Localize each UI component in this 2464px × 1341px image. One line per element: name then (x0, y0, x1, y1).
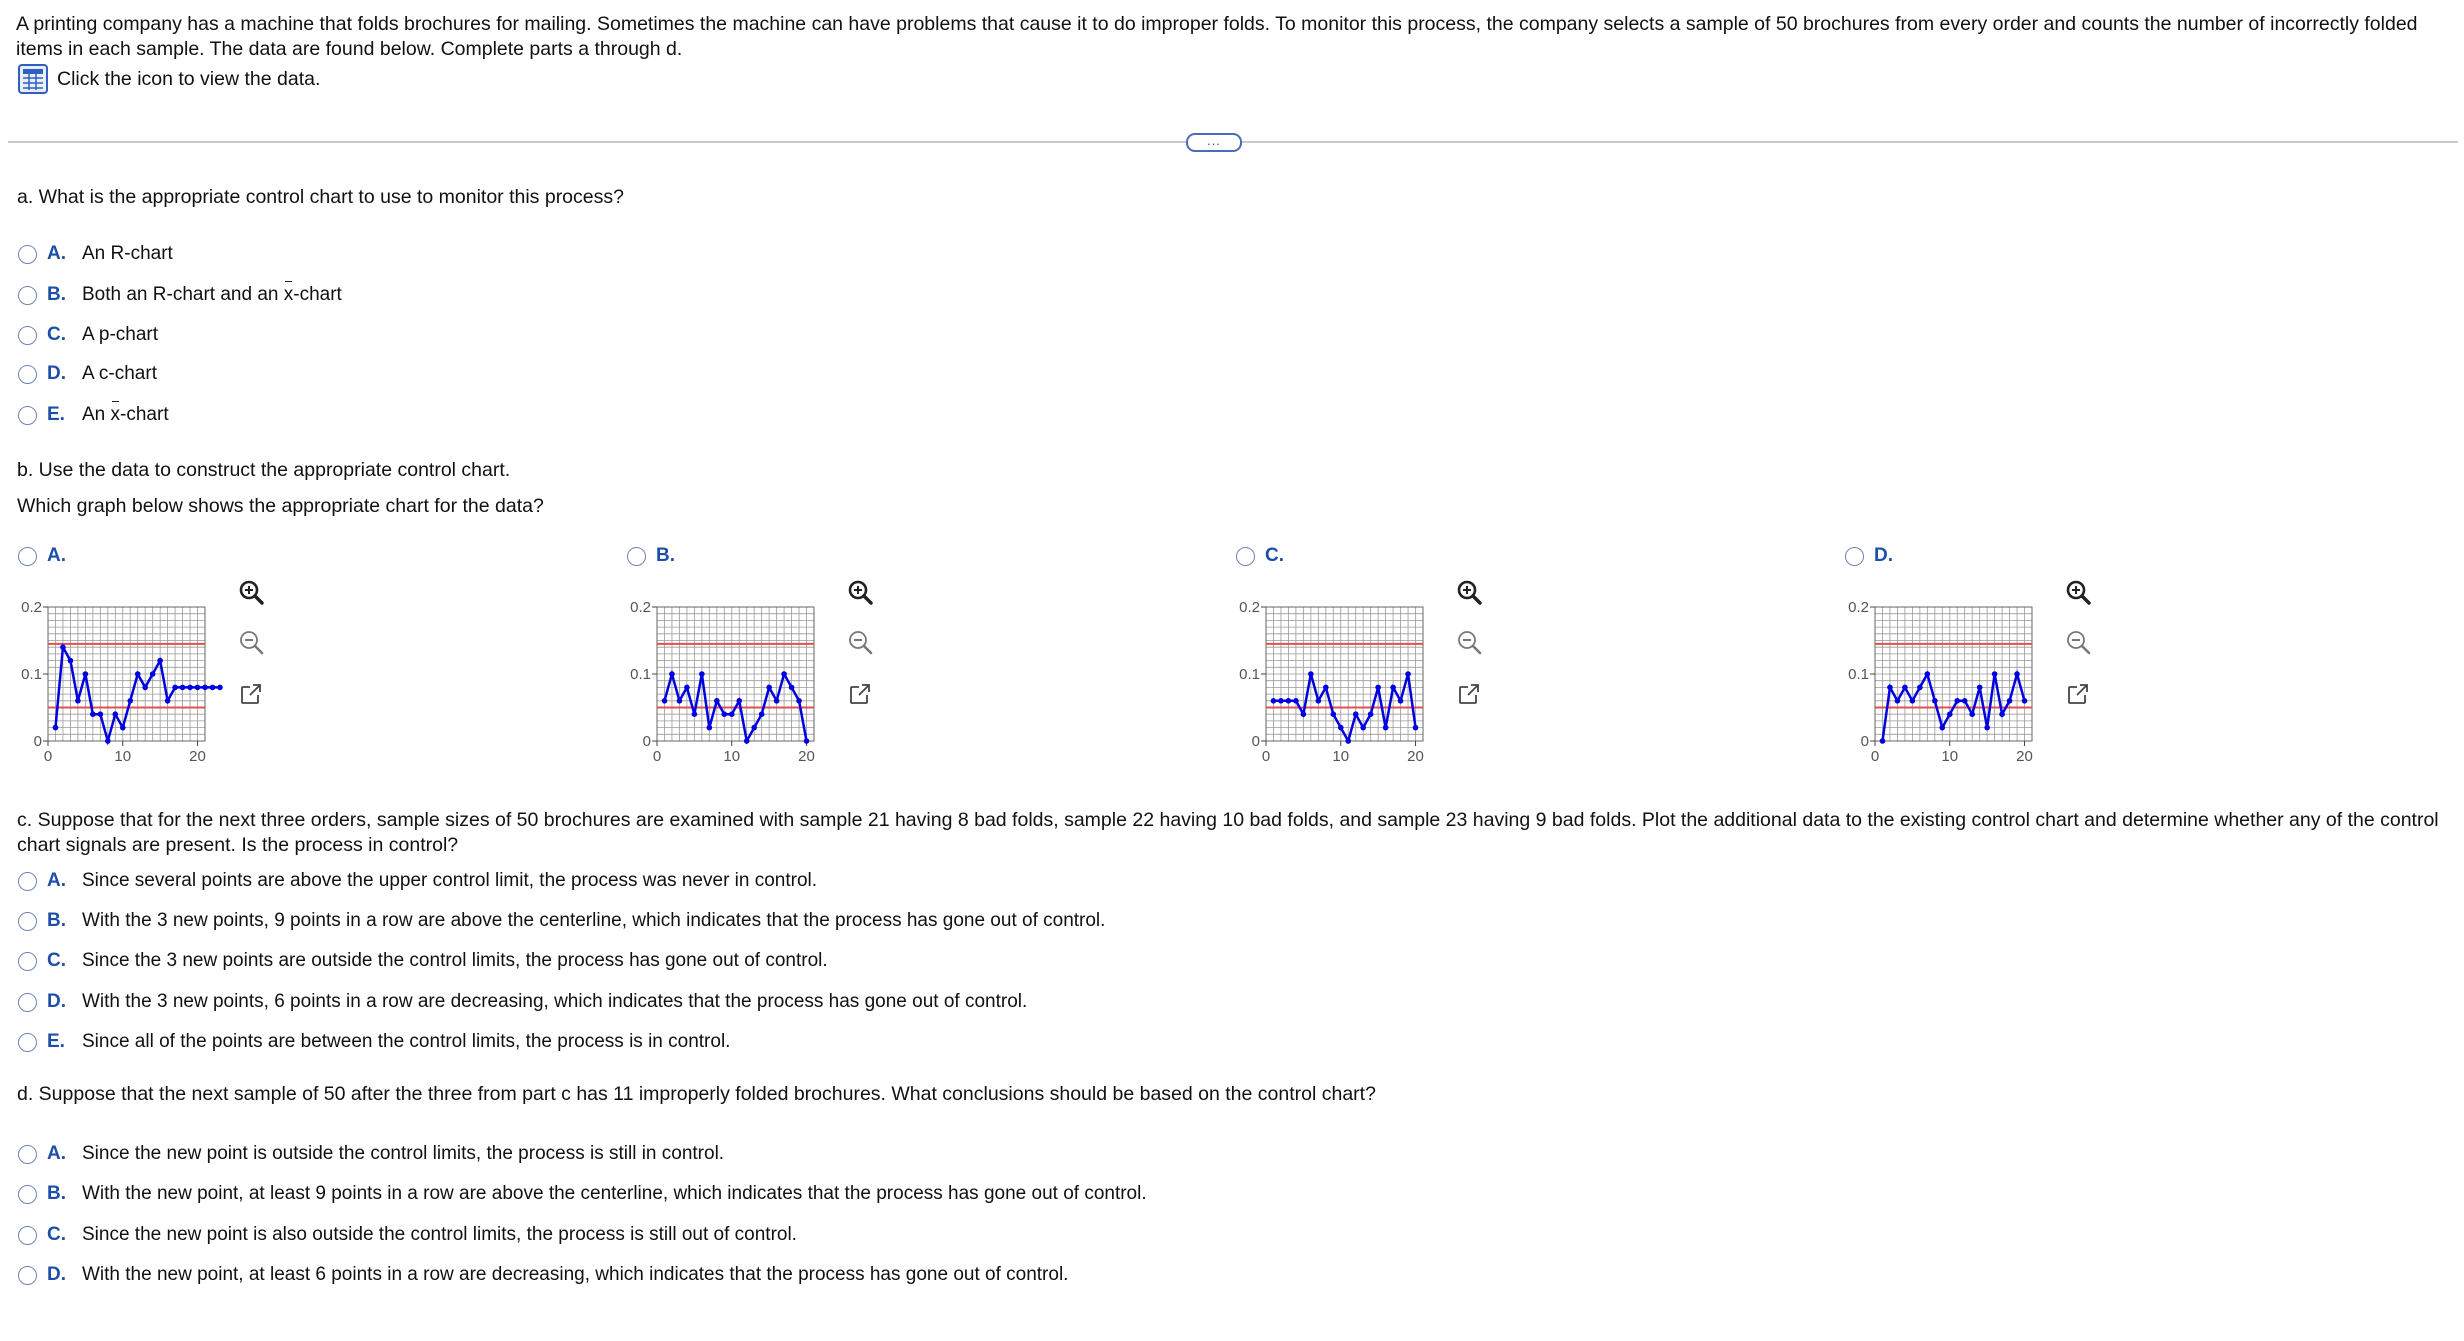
part-c-option-c[interactable] (18, 948, 828, 974)
data-point (120, 725, 126, 731)
data-point (1293, 698, 1299, 704)
option-text (82, 243, 173, 265)
option-text: Since several points are above the upper control limit, the process was never in control. (82, 870, 818, 891)
graph-option-d[interactable] (1845, 543, 1909, 569)
option-letter: A. (47, 545, 66, 566)
radio-button[interactable] (18, 365, 37, 384)
data-point (1413, 725, 1419, 731)
part-d-option-d[interactable] (18, 1262, 1068, 1288)
data-point (68, 658, 74, 664)
x-tick-label: 20 (189, 748, 206, 765)
graph-option-a[interactable] (18, 543, 82, 569)
part-d-option-a[interactable] (18, 1141, 724, 1167)
data-point (1316, 698, 1322, 704)
y-tick-label: 0.2 (1848, 599, 1869, 616)
data-point (714, 698, 720, 704)
option-text: With the new point, at least 9 points in a row are above the centerline, which indicates that the process has gone out of control. (82, 1183, 1147, 1204)
option-letter: B. (47, 910, 66, 931)
option-text: Since the 3 new points are outside the control limits, the process has gone out of control. (82, 950, 828, 971)
data-point (1353, 711, 1359, 717)
data-point (165, 698, 171, 704)
data-point (1338, 725, 1344, 731)
data-point (180, 685, 186, 691)
control-chart-3 (1223, 570, 1453, 770)
data-point (187, 685, 193, 691)
data-point (150, 671, 156, 677)
option-letter: E. (47, 1031, 65, 1052)
data-point (781, 671, 787, 677)
data-point (699, 671, 705, 677)
view-data-link[interactable] (18, 64, 320, 94)
data-point (60, 644, 66, 650)
data-point (127, 698, 133, 704)
data-point (1390, 685, 1396, 691)
data-point (736, 698, 742, 704)
part-b-instruction: b. Use the data to construct the appropriate control chart. (17, 459, 511, 481)
x-tick-label: 20 (798, 748, 815, 765)
data-point (1925, 671, 1931, 677)
data-point (1932, 698, 1938, 704)
part-a-option-b[interactable] (18, 282, 342, 308)
option-text (82, 363, 157, 385)
data-point (774, 698, 780, 704)
zoom-out-icon[interactable] (236, 628, 266, 658)
option-letter: D. (1874, 545, 1893, 566)
data-point (1999, 711, 2005, 717)
part-d-option-b[interactable] (18, 1181, 1147, 1207)
option-letter: A. (47, 870, 66, 891)
graph-option-b[interactable] (627, 543, 691, 569)
option-text: With the 3 new points, 6 points in a row are decreasing, which indicates that the process has gone out of control. (82, 991, 1028, 1012)
data-point (135, 671, 141, 677)
data-point (796, 698, 802, 704)
x-tick-label: 10 (1941, 748, 1959, 765)
data-point (75, 698, 81, 704)
part-a-option-d[interactable] (18, 361, 157, 387)
zoom-in-icon[interactable] (2063, 578, 2093, 608)
radio-button[interactable] (18, 872, 37, 891)
view-data-text[interactable]: Click the icon to view the data. (57, 67, 321, 90)
data-point (1301, 711, 1307, 717)
data-point (1323, 685, 1329, 691)
data-point (90, 711, 96, 717)
radio-button[interactable] (18, 245, 37, 264)
data-point (759, 711, 765, 717)
radio-button[interactable] (18, 912, 37, 931)
data-point (804, 738, 810, 744)
data-point (112, 711, 118, 717)
data-point (669, 671, 675, 677)
data-point (2007, 698, 2013, 704)
y-tick-label: 0.2 (21, 599, 42, 616)
y-tick-label: 0.1 (630, 666, 651, 683)
data-point (1405, 671, 1411, 677)
data-point (1887, 685, 1893, 691)
table-icon[interactable] (18, 64, 48, 94)
data-point (744, 738, 750, 744)
part-c-option-d[interactable] (18, 989, 1027, 1015)
data-point (1271, 698, 1277, 704)
option-text (82, 404, 169, 426)
data-point (2022, 698, 2028, 704)
option-letter: C. (47, 950, 66, 971)
data-point (751, 725, 757, 731)
chart-grid (48, 607, 205, 741)
data-point (1984, 725, 1990, 731)
radio-button[interactable] (1845, 547, 1864, 566)
data-point (1278, 698, 1284, 704)
data-point (1375, 685, 1381, 691)
data-point (1895, 698, 1901, 704)
data-point (1286, 698, 1292, 704)
part-a-option-a[interactable] (18, 241, 173, 267)
data-point (1910, 698, 1916, 704)
chart-grid (1266, 607, 1423, 741)
x-tick-label: 0 (652, 748, 662, 765)
problem-statement: A printing company has a machine that folds brochures for mailing. Sometimes the machine can have problems that cause it to do improper folds. To monitor this process, the company selects a sample of 50 brochures from every order and counts the number of incorrectly folded items in each sample. The data are found below. Complete parts a through d. (16, 13, 2418, 60)
radio-button[interactable] (18, 326, 37, 345)
data-point (692, 711, 698, 717)
part-a-option-e[interactable] (18, 402, 169, 428)
option-text (82, 324, 158, 346)
data-point (1360, 725, 1366, 731)
option-letter: A. (47, 243, 66, 264)
option-text-pre: A p-chart (82, 324, 159, 345)
zoom-out-icon[interactable] (845, 628, 875, 658)
option-letter: D. (47, 991, 66, 1012)
option-letter: E. (47, 404, 65, 425)
option-letter: C. (47, 324, 66, 345)
part-a-question: a. What is the appropriate control chart to use to monitor this process? (17, 186, 624, 208)
radio-button[interactable] (627, 547, 646, 566)
y-tick-label: 0.1 (1239, 666, 1260, 683)
chart-grid (1875, 607, 2032, 741)
data-point (662, 698, 668, 704)
popout-icon[interactable] (2063, 679, 2093, 709)
x-tick-label: 0 (1870, 748, 1880, 765)
option-text-pre: An (82, 404, 111, 425)
control-chart-2 (614, 570, 844, 770)
data-point (1902, 685, 1908, 691)
data-point (1969, 711, 1975, 717)
data-point (721, 711, 727, 717)
option-text-post: -chart (293, 284, 342, 305)
data-point (172, 685, 178, 691)
data-point (1992, 671, 1998, 677)
x-tick-label: 0 (43, 748, 53, 765)
x-tick-label: 10 (114, 748, 132, 765)
popout-icon[interactable] (236, 679, 266, 709)
y-tick-label: 0 (1860, 733, 1869, 750)
option-letter: B. (47, 1183, 66, 1204)
x-tick-label: 20 (1407, 748, 1424, 765)
data-point (729, 711, 735, 717)
radio-button[interactable] (18, 406, 37, 425)
option-text: With the new point, at least 6 points in a row are decreasing, which indicates that the process has gone out of control. (82, 1264, 1069, 1285)
radio-button[interactable] (18, 1033, 37, 1052)
option-text: Since all of the points are between the control limits, the process is in control. (82, 1031, 731, 1052)
zoom-out-icon[interactable] (1454, 628, 1484, 658)
data-point (1947, 711, 1953, 717)
option-text-pre: Both an R-chart and an (82, 284, 284, 305)
data-point (677, 698, 683, 704)
part-b-question: Which graph below shows the appropriate chart for the data? (17, 495, 544, 517)
option-text (82, 284, 342, 306)
part-d-question: d. Suppose that the next sample of 50 after the three from part c has 11 improperly folded brochures. What conclusions should be based on the control chart? (17, 1083, 1376, 1105)
data-point (105, 738, 111, 744)
data-point (1954, 698, 1960, 704)
data-point (766, 685, 772, 691)
radio-button[interactable] (18, 952, 37, 971)
data-point (1939, 725, 1945, 731)
y-tick-label: 0.2 (1239, 599, 1260, 616)
data-point (202, 685, 208, 691)
data-point (1398, 698, 1404, 704)
graph-option-c[interactable] (1236, 543, 1300, 569)
part-c-option-e[interactable] (18, 1029, 730, 1055)
data-point (53, 725, 59, 731)
control-chart-1 (5, 570, 235, 770)
data-point (195, 685, 201, 691)
part-a-option-c[interactable] (18, 322, 158, 348)
x-bar-symbol: x (283, 284, 294, 305)
zoom-in-icon[interactable] (236, 578, 266, 608)
option-letter: A. (47, 1143, 66, 1164)
option-letter: C. (47, 1224, 66, 1245)
x-bar-symbol: x (110, 404, 121, 425)
option-letter: C. (1265, 545, 1284, 566)
option-text: With the 3 new points, 9 points in a row are above the centerline, which indicates that the process has gone out of control. (82, 910, 1106, 931)
data-point (1977, 685, 1983, 691)
part-d-option-c[interactable] (18, 1222, 797, 1248)
zoom-in-icon[interactable] (845, 578, 875, 608)
option-letter: D. (47, 363, 66, 384)
data-point (98, 711, 104, 717)
zoom-out-icon[interactable] (2063, 628, 2093, 658)
data-point (2014, 671, 2020, 677)
chart-grid (657, 607, 814, 741)
x-tick-label: 20 (2016, 748, 2033, 765)
data-point (1345, 738, 1351, 744)
option-text: Since the new point is also outside the control limits, the process is still out of control. (82, 1224, 797, 1245)
data-point (1330, 711, 1336, 717)
option-text-pre: A c-chart (82, 363, 157, 384)
radio-button[interactable] (18, 1145, 37, 1164)
x-tick-label: 0 (1261, 748, 1271, 765)
y-tick-label: 0.2 (630, 599, 651, 616)
y-tick-label: 0.1 (21, 666, 42, 683)
option-letter: B. (656, 545, 675, 566)
y-tick-label: 0.1 (1848, 666, 1869, 683)
radio-button[interactable] (18, 1226, 37, 1245)
control-chart-4 (1832, 570, 2062, 770)
option-text: Since the new point is outside the control limits, the process is still in control. (82, 1143, 725, 1164)
radio-button[interactable] (1236, 547, 1255, 566)
data-point (217, 685, 223, 691)
option-text-pre: An R-chart (82, 243, 173, 264)
data-point (1962, 698, 1968, 704)
popout-icon[interactable] (1454, 679, 1484, 709)
option-letter: D. (47, 1264, 66, 1285)
data-point (1917, 685, 1923, 691)
data-point (707, 725, 713, 731)
data-point (1308, 671, 1314, 677)
data-point (789, 685, 795, 691)
radio-button[interactable] (18, 547, 37, 566)
data-point (684, 685, 690, 691)
expand-button[interactable]: ... (1186, 133, 1242, 152)
y-tick-label: 0 (642, 733, 651, 750)
radio-button[interactable] (18, 1266, 37, 1285)
radio-button[interactable] (18, 1185, 37, 1204)
x-tick-label: 10 (1332, 748, 1350, 765)
y-tick-label: 0 (33, 733, 42, 750)
data-point (157, 658, 163, 664)
data-point (142, 685, 148, 691)
data-point (1368, 711, 1374, 717)
data-point (1383, 725, 1389, 731)
part-c-question: c. Suppose that for the next three orders, sample sizes of 50 brochures are examined with sample 21 having 8 bad folds, sample 22 having 10 bad folds, and sample 23 having 9 bad folds. Plot the additional data to the existing control chart and determine whether any of the control chart signals are present. Is the process in control? (17, 809, 2439, 856)
part-c-option-a[interactable] (18, 868, 817, 894)
radio-button[interactable] (18, 993, 37, 1012)
part-c-option-b[interactable] (18, 908, 1105, 934)
data-point (83, 671, 89, 677)
radio-button[interactable] (18, 286, 37, 305)
option-letter: B. (47, 284, 66, 305)
popout-icon[interactable] (845, 679, 875, 709)
y-tick-label: 0 (1251, 733, 1260, 750)
data-point (210, 685, 216, 691)
option-text-post: -chart (120, 404, 169, 425)
data-point (1880, 738, 1886, 744)
zoom-in-icon[interactable] (1454, 578, 1484, 608)
x-tick-label: 10 (723, 748, 741, 765)
